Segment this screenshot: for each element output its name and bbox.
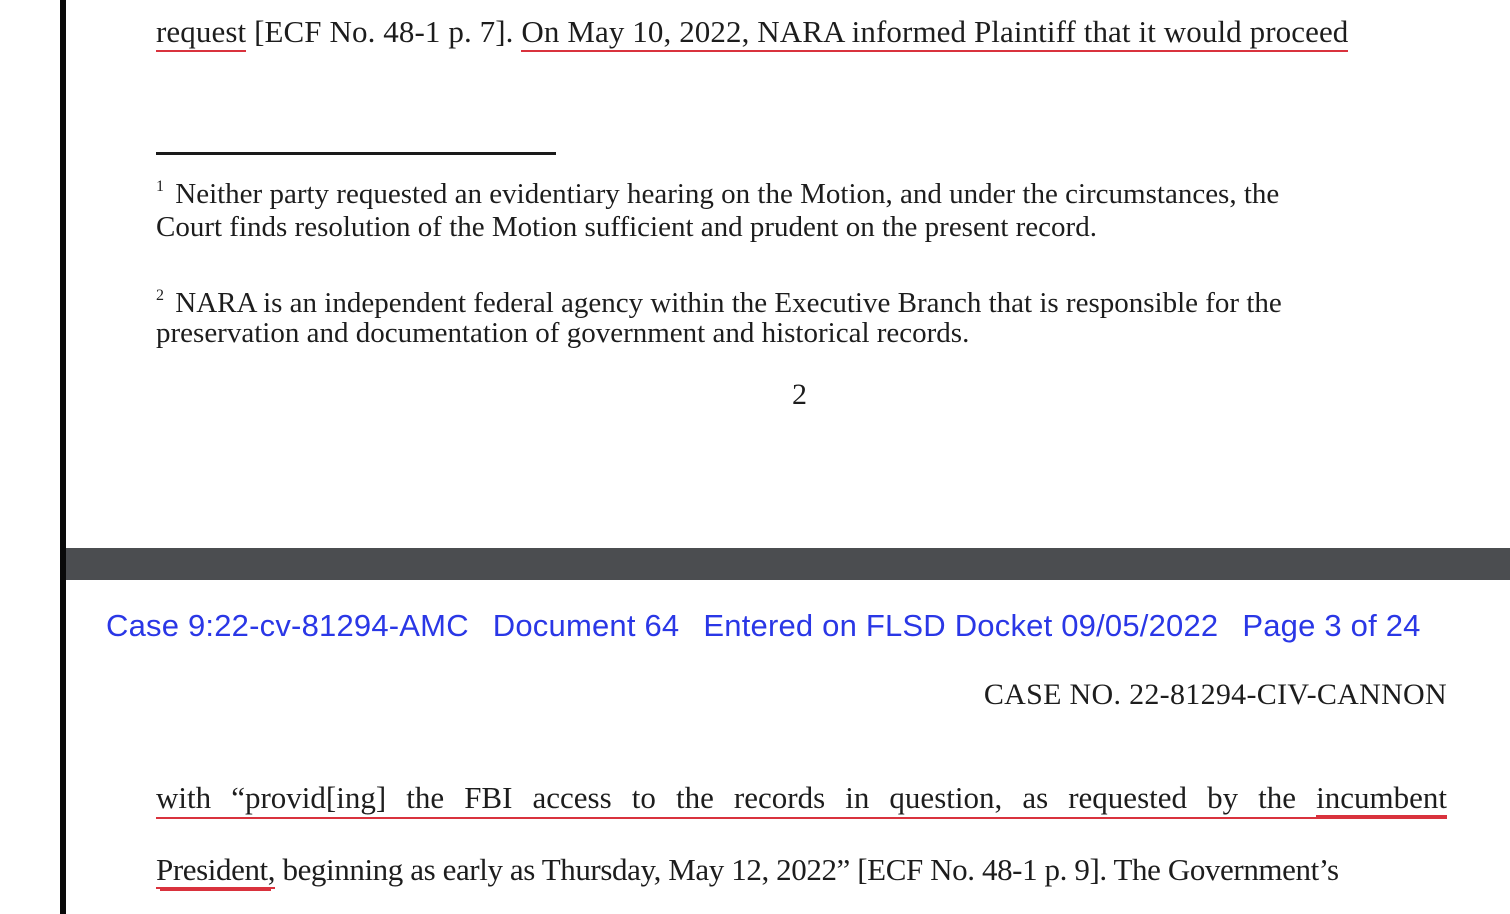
footnote-text: NARA is an independent federal agency within the Executive Branch that is responsible for the [168,287,1282,319]
footnote-marker: 1 [156,178,164,195]
underlined-text: request [156,14,246,52]
footnote-1-continued [156,208,1097,246]
body-line [156,852,1339,888]
header-entered: Entered on FLSD Docket 09/05/2022 [703,608,1219,643]
double-underlined-text: incumbent [1316,780,1447,815]
footnote-text: Court finds resolution of the Motion sufficient and prudent on the present record. [156,211,1097,243]
header-page: Page 3 of 24 [1242,608,1421,643]
body-line [156,780,1447,819]
double-underlined-text: President, [156,852,276,887]
case-number: CASE NO. 22-81294-CIV-CANNON [983,678,1447,711]
underlined-text: On May 10, 2022, NARA informed Plaintiff that it would proceed [521,14,1348,52]
page-3 [66,580,1510,914]
footnote-divider [156,152,556,155]
page-2 [66,0,1510,548]
page-number: 2 [792,378,807,411]
body-text: beginning as early as Thursday, May 12, 2022” [ECF No. 48-1 p. 9]. The Government’s [275,852,1339,887]
underlined-text: with “provid[ing] the FBI access to the records in question, as requested by the [156,780,1317,815]
ecf-header-stamp [106,608,1421,644]
page-separator [66,548,1510,580]
citation-text: [ECF No. 48-1 p. 7]. [246,14,522,49]
body-line-top [156,14,1348,50]
viewer-margin [0,0,64,914]
footnote-text: Neither party requested an evidentiary hearing on the Motion, and under the circumstances, the [168,178,1280,210]
footnote-text: preservation and documentation of government and historical records. [156,317,970,349]
footnote-marker: 2 [156,287,164,304]
footnote-2-continued [156,314,969,352]
header-document: Document 64 [492,608,680,643]
header-case: Case 9:22-cv-81294-AMC [106,608,469,643]
footnote-1 [156,168,1279,213]
